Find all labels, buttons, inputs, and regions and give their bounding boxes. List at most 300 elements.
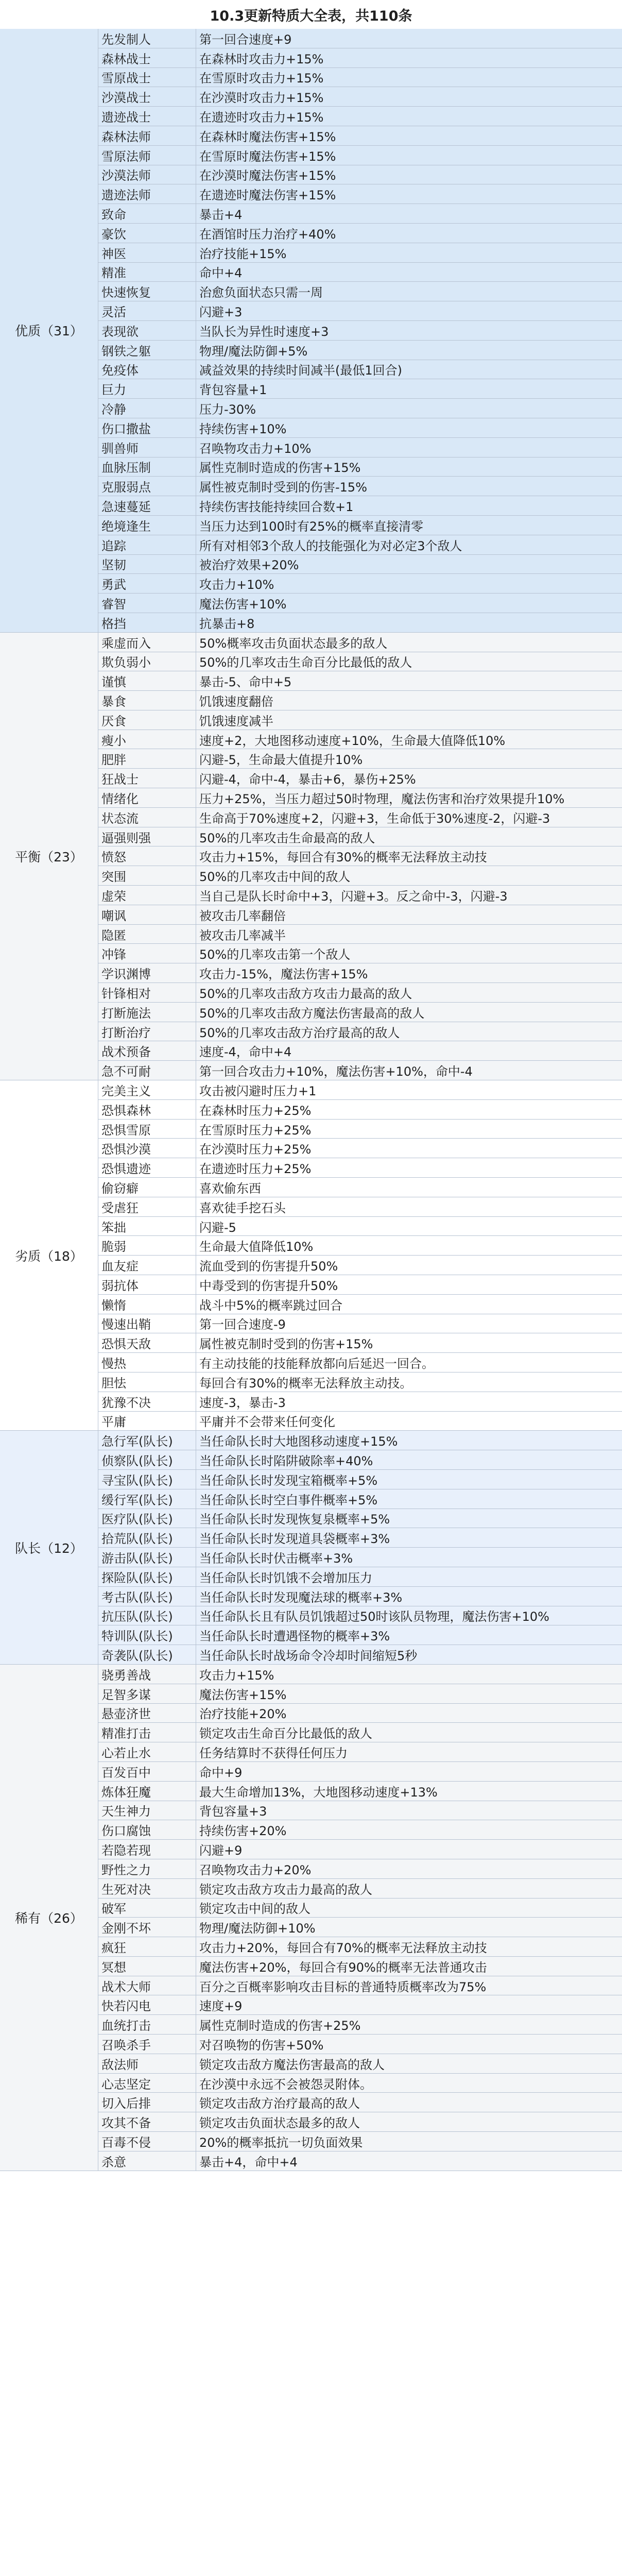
trait-effect: 50%的几率攻击敌方魔法伤害最高的敌人 bbox=[199, 1006, 425, 1021]
trait-name: 胆怯 bbox=[98, 1372, 196, 1392]
trait-row bbox=[98, 1918, 622, 1937]
trait-name: 敌法师 bbox=[98, 2054, 196, 2073]
trait-name: 疯狂 bbox=[98, 1937, 196, 1956]
group-category: 劣质（18） bbox=[0, 1080, 98, 1431]
trait-name: 若隐若现 bbox=[98, 1840, 196, 1859]
trait-effect: 当任命队长时空白事件概率+5% bbox=[199, 1493, 378, 1507]
group-category: 队长（12） bbox=[0, 1431, 98, 1665]
trait-row bbox=[98, 2151, 622, 2171]
trait-effect: 50%的几率攻击中间的敌人 bbox=[199, 870, 351, 885]
trait-effect: 第一回合速度-9 bbox=[199, 1317, 286, 1332]
trait-row bbox=[98, 1197, 622, 1217]
trait-name: 隐匿 bbox=[98, 925, 196, 944]
trait-name: 侦察队(队长) bbox=[98, 1450, 196, 1469]
trait-row bbox=[98, 1899, 622, 1918]
trait-effect: 属性克制时造成的伤害+25% bbox=[199, 2019, 361, 2033]
trait-row bbox=[98, 1003, 622, 1022]
trait-name: 肥胖 bbox=[98, 749, 196, 768]
trait-row bbox=[98, 1353, 622, 1372]
trait-effect: 50%的几率攻击生命最高的敌人 bbox=[199, 831, 375, 845]
trait-row bbox=[98, 1567, 622, 1587]
trait-effect: 在沙漠时攻击力+15% bbox=[199, 91, 324, 106]
trait-name: 瘦小 bbox=[98, 730, 196, 749]
trait-name: 虚荣 bbox=[98, 886, 196, 905]
trait-effect: 属性被克制时受到的伤害-15% bbox=[199, 480, 368, 495]
trait-row bbox=[98, 341, 622, 360]
trait-name: 急不可耐 bbox=[98, 1061, 196, 1080]
trait-name: 冷静 bbox=[98, 399, 196, 418]
trait-effect: 速度-3，暴击-3 bbox=[199, 1395, 286, 1410]
trait-effect: 锁定攻击敌方魔法伤害最高的敌人 bbox=[199, 2057, 385, 2072]
trait-group bbox=[0, 29, 622, 633]
trait-name: 犹豫不决 bbox=[98, 1392, 196, 1411]
trait-effect: 在遗迹时压力+25% bbox=[199, 1162, 312, 1177]
trait-effect: 压力+25%，当压力超过50时物理，魔法伤害和治疗效果提升10% bbox=[199, 791, 565, 806]
trait-name: 嘲讽 bbox=[98, 905, 196, 924]
trait-effect: 锁定攻击敌方攻击力最高的敌人 bbox=[199, 1882, 372, 1897]
group-rows bbox=[98, 633, 622, 1080]
trait-name: 杀意 bbox=[98, 2151, 196, 2171]
trait-row bbox=[98, 516, 622, 535]
trait-row bbox=[98, 633, 622, 652]
trait-row bbox=[98, 399, 622, 418]
trait-row bbox=[98, 671, 622, 691]
trait-row bbox=[98, 224, 622, 243]
trait-effect: 魔法伤害+20%，每回合有90%的概率无法普通攻击 bbox=[199, 1960, 487, 1975]
trait-effect: 第一回合攻击力+10%，魔法伤害+10%，命中-4 bbox=[199, 1064, 473, 1079]
trait-row bbox=[98, 204, 622, 224]
trait-row bbox=[98, 321, 622, 341]
trait-effect: 在森林时魔法伤害+15% bbox=[199, 129, 336, 144]
trait-name: 游击队(队长) bbox=[98, 1548, 196, 1567]
trait-name: 血友症 bbox=[98, 1256, 196, 1275]
trait-name: 召唤杀手 bbox=[98, 2035, 196, 2054]
trait-effect: 暴击+4 bbox=[199, 208, 243, 223]
trait-name: 雪原法师 bbox=[98, 146, 196, 165]
trait-name: 恐惧森林 bbox=[98, 1100, 196, 1119]
trait-effect: 当任命队长时发现魔法球的概率+3% bbox=[199, 1590, 403, 1605]
trait-effect: 在森林时压力+25% bbox=[199, 1103, 312, 1118]
trait-name: 医疗队(队长) bbox=[98, 1509, 196, 1528]
trait-row bbox=[98, 418, 622, 438]
trait-name: 悬壶济世 bbox=[98, 1704, 196, 1723]
trait-row bbox=[98, 2112, 622, 2132]
trait-effect: 攻击力+10% bbox=[199, 578, 274, 592]
trait-row bbox=[98, 107, 622, 126]
trait-group bbox=[0, 1431, 622, 1665]
trait-effect: 被治疗效果+20% bbox=[199, 558, 299, 573]
trait-name: 考古队(队长) bbox=[98, 1587, 196, 1606]
trait-name: 狂战士 bbox=[98, 769, 196, 788]
trait-effect: 在雪原时压力+25% bbox=[199, 1123, 312, 1138]
trait-name: 沙漠法师 bbox=[98, 165, 196, 184]
trait-effect: 当队长为异性时速度+3 bbox=[199, 324, 329, 339]
trait-row bbox=[98, 379, 622, 399]
trait-name: 森林战士 bbox=[98, 48, 196, 67]
trait-row bbox=[98, 29, 622, 48]
trait-row bbox=[98, 1587, 622, 1606]
trait-name: 懒惰 bbox=[98, 1295, 196, 1314]
trait-name: 状态流 bbox=[98, 808, 196, 827]
trait-effect: 闪避-5 bbox=[199, 1220, 236, 1235]
trait-effect: 喜欢徒手挖石头 bbox=[199, 1200, 286, 1215]
trait-row bbox=[98, 477, 622, 496]
trait-effect: 流血受到的伤害提升50% bbox=[199, 1259, 338, 1274]
trait-effect: 战斗中5%的概率跳过回合 bbox=[199, 1298, 343, 1313]
trait-group bbox=[0, 1665, 622, 2171]
trait-row bbox=[98, 360, 622, 380]
trait-row bbox=[98, 944, 622, 963]
group-category: 稀有（26） bbox=[0, 1665, 98, 2171]
trait-name: 雪原战士 bbox=[98, 68, 196, 87]
trait-row bbox=[98, 1684, 622, 1704]
trait-name: 冥想 bbox=[98, 1957, 196, 1976]
table-title: 10.3更新特质大全表，共110条 bbox=[0, 0, 622, 29]
group-rows bbox=[98, 29, 622, 633]
trait-effect: 攻击力+15%，每回合有30%的概率无法释放主动技 bbox=[199, 850, 487, 865]
trait-effect: 当任命队长时战场命令冷却时间缩短5秒 bbox=[199, 1649, 418, 1664]
trait-effect: 50%的几率攻击生命百分比最低的敌人 bbox=[199, 655, 412, 670]
trait-group bbox=[0, 1080, 622, 1431]
trait-effect: 20%的概率抵抗一切负面效果 bbox=[199, 2135, 363, 2150]
trait-effect: 在森林时攻击力+15% bbox=[199, 52, 324, 66]
trait-row bbox=[98, 165, 622, 185]
trait-row bbox=[98, 2054, 622, 2074]
trait-name: 心志坚定 bbox=[98, 2074, 196, 2093]
trait-name: 心若止水 bbox=[98, 1742, 196, 1761]
trait-row bbox=[98, 983, 622, 1003]
trait-effect: 有主动技能的技能释放都向后延迟一回合。 bbox=[199, 1357, 434, 1371]
trait-row bbox=[98, 496, 622, 516]
trait-effect: 当任命队长时大地图移动速度+15% bbox=[199, 1434, 398, 1449]
trait-row bbox=[98, 68, 622, 88]
trait-row bbox=[98, 1022, 622, 1042]
trait-effect: 饥饿速度减半 bbox=[199, 714, 273, 728]
trait-row bbox=[98, 1275, 622, 1295]
trait-row bbox=[98, 613, 622, 633]
trait-name: 免疫体 bbox=[98, 360, 196, 379]
trait-effect: 闪避-4，命中-4，暴击+6，暴伤+25% bbox=[199, 772, 416, 787]
trait-effect: 当任命队长时陷阱破除率+40% bbox=[199, 1454, 373, 1469]
trait-row bbox=[98, 886, 622, 905]
trait-effect: 闪避-5，生命最大值提升10% bbox=[199, 753, 363, 768]
trait-effect: 生命高于70%速度+2，闪避+3，生命低于30%速度-2，闪避-3 bbox=[199, 811, 550, 826]
trait-row bbox=[98, 1120, 622, 1139]
trait-effect: 百分之百概率影响攻击目标的普通特质概率改为75% bbox=[199, 1979, 487, 1994]
trait-effect: 在遗迹时攻击力+15% bbox=[199, 110, 324, 125]
trait-name: 遗迹法师 bbox=[98, 184, 196, 204]
trait-row bbox=[98, 1041, 622, 1061]
trait-name: 缓行军(队长) bbox=[98, 1489, 196, 1509]
trait-name: 寻宝队(队长) bbox=[98, 1470, 196, 1489]
trait-name: 急行军(队长) bbox=[98, 1431, 196, 1450]
trait-row bbox=[98, 1256, 622, 1275]
trait-row bbox=[98, 1665, 622, 1684]
trait-effect: 当任命队长时伏击概率+3% bbox=[199, 1551, 353, 1566]
trait-name: 探险队(队长) bbox=[98, 1567, 196, 1586]
trait-row bbox=[98, 1372, 622, 1392]
trait-effect: 锁定攻击中间的敌人 bbox=[199, 1902, 310, 1917]
trait-name: 豪饮 bbox=[98, 224, 196, 243]
trait-name: 欺负弱小 bbox=[98, 652, 196, 671]
trait-name: 针锋相对 bbox=[98, 983, 196, 1002]
trait-name: 战术预备 bbox=[98, 1041, 196, 1060]
trait-row bbox=[98, 710, 622, 730]
trait-name: 血脉压制 bbox=[98, 457, 196, 477]
trait-name: 精准打击 bbox=[98, 1723, 196, 1742]
trait-row bbox=[98, 1080, 622, 1100]
trait-effect: 物理/魔法防御+5% bbox=[199, 344, 308, 359]
trait-name: 突围 bbox=[98, 866, 196, 885]
trait-effect: 速度+9 bbox=[199, 1999, 243, 2014]
trait-name: 钢铁之躯 bbox=[98, 341, 196, 360]
trait-row bbox=[98, 48, 622, 68]
trait-effect: 平庸并不会带来任何变化 bbox=[199, 1415, 335, 1430]
trait-row bbox=[98, 652, 622, 672]
trait-effect: 饥饿速度翻倍 bbox=[199, 694, 273, 709]
trait-effect: 持续伤害技能持续回合数+1 bbox=[199, 500, 354, 515]
trait-row bbox=[98, 1840, 622, 1859]
trait-effect: 召唤物攻击力+20% bbox=[199, 1862, 312, 1877]
trait-name: 百毒不侵 bbox=[98, 2132, 196, 2151]
trait-effect: 暴击-5、命中+5 bbox=[199, 675, 292, 690]
trait-effect: 背包容量+3 bbox=[199, 1804, 267, 1819]
group-rows bbox=[98, 1665, 622, 2171]
trait-row bbox=[98, 1528, 622, 1548]
trait-name: 百发百中 bbox=[98, 1762, 196, 1781]
trait-effect: 对召唤物的伤害+50% bbox=[199, 2038, 324, 2053]
trait-row bbox=[98, 1139, 622, 1158]
trait-row bbox=[98, 1548, 622, 1567]
trait-row bbox=[98, 1859, 622, 1879]
trait-row bbox=[98, 1470, 622, 1489]
trait-row bbox=[98, 730, 622, 750]
trait-row bbox=[98, 2015, 622, 2035]
trait-effect: 在遗迹时魔法伤害+15% bbox=[199, 188, 336, 203]
trait-row bbox=[98, 1976, 622, 1996]
trait-name: 格挡 bbox=[98, 613, 196, 632]
trait-name: 炼体狂魔 bbox=[98, 1782, 196, 1801]
trait-effect: 抗暴击+8 bbox=[199, 616, 255, 631]
trait-name: 特训队(队长) bbox=[98, 1625, 196, 1645]
trait-row bbox=[98, 263, 622, 282]
trait-row bbox=[98, 1937, 622, 1957]
trait-row bbox=[98, 184, 622, 204]
trait-name: 遗迹战士 bbox=[98, 107, 196, 126]
trait-row bbox=[98, 2093, 622, 2112]
trait-name: 沙漠战士 bbox=[98, 87, 196, 106]
trait-row bbox=[98, 2074, 622, 2093]
trait-name: 睿智 bbox=[98, 594, 196, 613]
trait-row bbox=[98, 1782, 622, 1801]
trait-row bbox=[98, 87, 622, 107]
trait-name: 致命 bbox=[98, 204, 196, 223]
trait-effect: 治疗技能+20% bbox=[199, 1707, 287, 1722]
trait-name: 生死对决 bbox=[98, 1879, 196, 1898]
trait-row bbox=[98, 1431, 622, 1450]
trait-row bbox=[98, 574, 622, 594]
trait-row bbox=[98, 2132, 622, 2151]
trait-effect: 在沙漠时压力+25% bbox=[199, 1142, 312, 1157]
trait-effect: 第一回合速度+9 bbox=[199, 32, 292, 47]
trait-name: 愤怒 bbox=[98, 846, 196, 866]
trait-effect: 锁定攻击生命百分比最低的敌人 bbox=[199, 1726, 372, 1741]
trait-row bbox=[98, 1509, 622, 1529]
trait-effect: 最大生命增加13%，大地图移动速度+13% bbox=[199, 1785, 438, 1800]
trait-row bbox=[98, 1295, 622, 1314]
trait-name: 打断施法 bbox=[98, 1003, 196, 1022]
trait-row bbox=[98, 243, 622, 263]
trait-name: 乘虚而入 bbox=[98, 633, 196, 652]
trait-effect: 当任命队长时发现道具袋概率+3% bbox=[199, 1532, 390, 1547]
trait-effect: 被攻击几率翻倍 bbox=[199, 908, 286, 923]
trait-name: 金刚不坏 bbox=[98, 1918, 196, 1937]
trait-name: 情绪化 bbox=[98, 788, 196, 807]
trait-name: 受虐狂 bbox=[98, 1197, 196, 1216]
trait-effect: 减益效果的持续时间减半(最低1回合) bbox=[199, 363, 402, 378]
trait-row bbox=[98, 1412, 622, 1431]
trait-row bbox=[98, 1957, 622, 1976]
trait-row bbox=[98, 1178, 622, 1197]
trait-row bbox=[98, 1236, 622, 1256]
trait-row bbox=[98, 905, 622, 925]
trait-effect: 物理/魔法防御+10% bbox=[199, 1921, 316, 1936]
trait-effect: 治愈负面状态只需一周 bbox=[199, 285, 323, 300]
trait-effect: 闪避+9 bbox=[199, 1843, 243, 1858]
trait-name: 抗压队(队长) bbox=[98, 1606, 196, 1625]
trait-effect: 被攻击几率减半 bbox=[199, 928, 286, 943]
trait-name: 恐惧天敌 bbox=[98, 1333, 196, 1352]
trait-name: 谨慎 bbox=[98, 671, 196, 690]
trait-row bbox=[98, 808, 622, 827]
trait-effect: 持续伤害+10% bbox=[199, 421, 287, 436]
trait-name: 打断治疗 bbox=[98, 1022, 196, 1041]
trait-name: 血统打击 bbox=[98, 2015, 196, 2034]
trait-name: 驯兽师 bbox=[98, 438, 196, 457]
trait-row bbox=[98, 1742, 622, 1762]
trait-effect: 压力-30% bbox=[199, 402, 256, 417]
trait-effect: 命中+9 bbox=[199, 1765, 243, 1780]
trait-row bbox=[98, 1995, 622, 2015]
trait-name: 伤口腐蚀 bbox=[98, 1820, 196, 1839]
trait-row bbox=[98, 1645, 622, 1665]
trait-row bbox=[98, 769, 622, 788]
trait-effect: 攻击力+15% bbox=[199, 1668, 274, 1683]
trait-effect: 50%的几率攻击敌方治疗最高的敌人 bbox=[199, 1025, 400, 1040]
trait-effect: 背包容量+1 bbox=[199, 383, 267, 398]
trait-effect: 持续伤害+20% bbox=[199, 1824, 287, 1839]
trait-row bbox=[98, 555, 622, 574]
trait-row bbox=[98, 925, 622, 944]
trait-effect: 在雪原时魔法伤害+15% bbox=[199, 149, 336, 164]
trait-row bbox=[98, 1625, 622, 1645]
trait-effect: 在雪原时攻击力+15% bbox=[199, 71, 324, 86]
trait-name: 冲锋 bbox=[98, 944, 196, 963]
trait-effect: 当任命队长时遭遇怪物的概率+3% bbox=[199, 1629, 390, 1644]
trait-name: 暴食 bbox=[98, 691, 196, 710]
trait-effect: 任务结算时不获得任何压力 bbox=[199, 1746, 348, 1761]
trait-effect: 在酒馆时压力治疗+40% bbox=[199, 227, 336, 242]
trait-name: 先发制人 bbox=[98, 29, 196, 48]
trait-effect: 魔法伤害+10% bbox=[199, 597, 287, 612]
trait-effect: 50%的几率攻击第一个敌人 bbox=[199, 947, 351, 962]
trait-name: 天生神力 bbox=[98, 1801, 196, 1820]
trait-effect: 当任命队长且有队员饥饿超过50时该队员物理，魔法伤害+10% bbox=[199, 1609, 549, 1624]
trait-name: 快速恢复 bbox=[98, 282, 196, 301]
trait-row bbox=[98, 1217, 622, 1236]
trait-row bbox=[98, 691, 622, 710]
trait-name: 笨拙 bbox=[98, 1217, 196, 1236]
trait-effect: 锁定攻击敌方治疗最高的敌人 bbox=[199, 2096, 360, 2111]
trait-effect: 攻击力-15%，魔法伤害+15% bbox=[199, 967, 368, 982]
trait-row bbox=[98, 535, 622, 555]
trait-name: 破军 bbox=[98, 1899, 196, 1918]
trait-row bbox=[98, 788, 622, 808]
trait-name: 克服弱点 bbox=[98, 477, 196, 496]
trait-effect: 当任命队长时发现恢复泉概率+5% bbox=[199, 1512, 390, 1527]
trait-name: 慢速出鞘 bbox=[98, 1314, 196, 1333]
trait-row bbox=[98, 301, 622, 321]
trait-effect: 治疗技能+15% bbox=[199, 246, 287, 261]
trait-effect: 召唤物攻击力+10% bbox=[199, 441, 312, 456]
trait-name: 绝境逢生 bbox=[98, 516, 196, 535]
trait-effect: 闪避+3 bbox=[199, 305, 243, 320]
group-category: 优质（31） bbox=[0, 29, 98, 633]
trait-effect: 属性被克制时受到的伤害+15% bbox=[199, 1337, 373, 1352]
trait-groups bbox=[0, 29, 622, 2171]
trait-effect: 喜欢偷东西 bbox=[199, 1181, 261, 1196]
trait-effect: 中毒受到的伤害提升50% bbox=[199, 1278, 338, 1293]
trait-effect: 当压力达到100时有25%的概率直接清零 bbox=[199, 519, 424, 534]
trait-row bbox=[98, 1061, 622, 1080]
trait-name: 弱抗体 bbox=[98, 1275, 196, 1294]
trait-name: 足智多谋 bbox=[98, 1684, 196, 1703]
trait-effect: 暴击+4，命中+4 bbox=[199, 2155, 298, 2170]
trait-row bbox=[98, 1158, 622, 1178]
trait-row bbox=[98, 457, 622, 477]
trait-row bbox=[98, 749, 622, 769]
trait-name: 野性之力 bbox=[98, 1859, 196, 1878]
trait-row bbox=[98, 1820, 622, 1840]
trait-name: 神医 bbox=[98, 243, 196, 262]
trait-name: 灵活 bbox=[98, 301, 196, 320]
trait-name: 巨力 bbox=[98, 379, 196, 398]
trait-name: 恐惧沙漠 bbox=[98, 1139, 196, 1158]
trait-row bbox=[98, 827, 622, 847]
trait-effect: 锁定攻击负面状态最多的敌人 bbox=[199, 2116, 360, 2131]
trait-name: 表现欲 bbox=[98, 321, 196, 340]
trait-row bbox=[98, 1879, 622, 1899]
trait-name: 厌食 bbox=[98, 710, 196, 730]
trait-row bbox=[98, 126, 622, 146]
trait-row bbox=[98, 1723, 622, 1742]
trait-row bbox=[98, 1801, 622, 1821]
trait-name: 勇武 bbox=[98, 574, 196, 593]
trait-row bbox=[98, 282, 622, 301]
trait-row bbox=[98, 846, 622, 866]
trait-row bbox=[98, 594, 622, 613]
trait-effect: 当自己是队长时命中+3，闪避+3。反之命中-3，闪避-3 bbox=[199, 889, 508, 904]
trait-row bbox=[98, 1392, 622, 1412]
trait-row bbox=[98, 1450, 622, 1470]
trait-name: 坚韧 bbox=[98, 555, 196, 574]
trait-effect: 命中+4 bbox=[199, 266, 243, 281]
trait-row bbox=[98, 2035, 622, 2054]
trait-effect: 50%概率攻击负面状态最多的敌人 bbox=[199, 636, 388, 651]
trait-name: 慢热 bbox=[98, 1353, 196, 1372]
group-rows bbox=[98, 1431, 622, 1665]
trait-row bbox=[98, 1704, 622, 1723]
